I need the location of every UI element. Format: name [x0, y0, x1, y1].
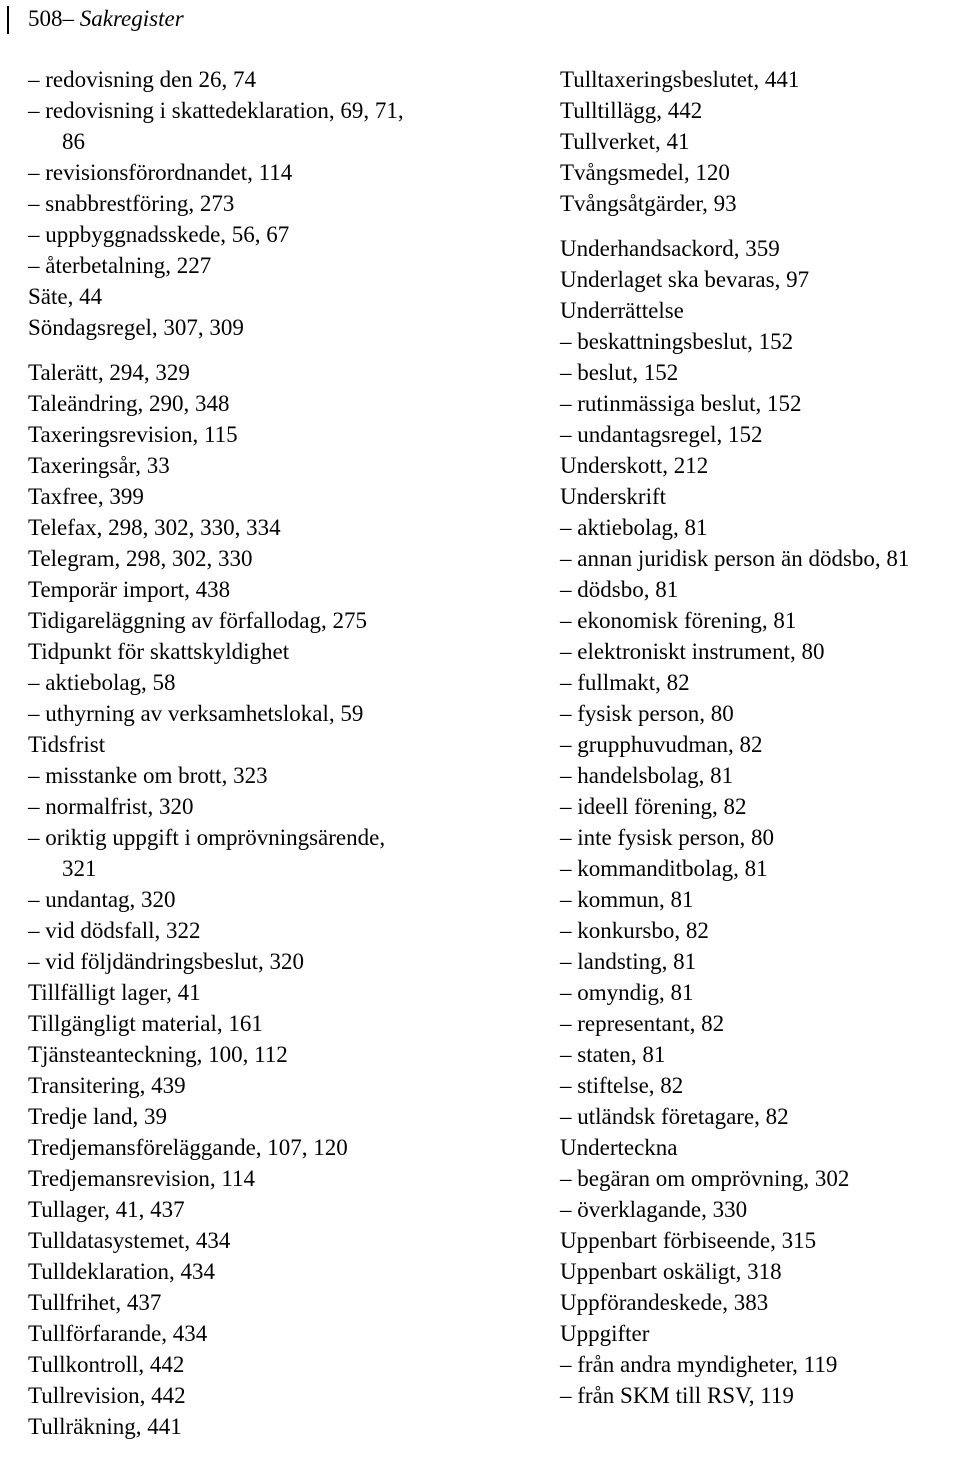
index-subentry: – normalfrist, 320	[28, 794, 194, 819]
index-entry: Underrättelse	[560, 298, 684, 323]
index-subentry: – uthyrning av verksamhetslokal, 59	[28, 701, 364, 726]
index-subentry: – utländsk företagare, 82	[560, 1104, 789, 1129]
index-subentry: – revisionsförordnandet, 114	[28, 160, 293, 185]
index-entry: Underteckna	[560, 1135, 678, 1160]
index-subentry: – återbetalning, 227	[28, 253, 212, 278]
index-subentry: – staten, 81	[560, 1042, 666, 1067]
index-entry: Tullförfarande, 434	[28, 1321, 208, 1346]
index-subentry: – fysisk person, 80	[560, 701, 734, 726]
index-entry: Underhandsackord, 359	[560, 236, 780, 261]
index-entry: Transitering, 439	[28, 1073, 186, 1098]
index-subentry: – dödsbo, 81	[560, 577, 679, 602]
header-rule	[7, 6, 9, 34]
index-entry: Telefax, 298, 302, 330, 334	[28, 515, 281, 540]
index-entry: Tredjemansföreläggande, 107, 120	[28, 1135, 348, 1160]
index-entry: Uppenbart oskäligt, 318	[560, 1259, 782, 1284]
index-entry: Tullrevision, 442	[28, 1383, 186, 1408]
index-entry: Tillgängligt material, 161	[28, 1011, 263, 1036]
running-head	[28, 5, 184, 33]
index-subentry: – redovisning i skattedeklaration, 69, 71,	[28, 98, 404, 123]
index-entry: Underskrift	[560, 484, 667, 509]
index-subentry: – undantag, 320	[28, 887, 176, 912]
index-entry: Tidsfrist	[28, 732, 106, 757]
index-entry: Telegram, 298, 302, 330	[28, 546, 253, 571]
index-subentry: – handelsbolag, 81	[560, 763, 734, 788]
index-entry: Tvångsåtgärder, 93	[560, 191, 737, 216]
index-entry: Uppenbart förbiseende, 315	[560, 1228, 817, 1253]
index-entry: Säte, 44	[28, 284, 103, 309]
index-subentry: – kommun, 81	[560, 887, 694, 912]
header-dash: –	[62, 6, 74, 31]
index-entry: Taleändring, 290, 348	[28, 391, 230, 416]
index-entry: Tjänsteanteckning, 100, 112	[28, 1042, 288, 1067]
index-continuation: 321	[62, 856, 97, 881]
page-header	[0, 0, 960, 40]
index-subentry: – oriktig uppgift i omprövningsärende,	[28, 825, 386, 850]
index-entry: Tullfrihet, 437	[28, 1290, 162, 1315]
index-subentry: – från SKM till RSV, 119	[560, 1383, 794, 1408]
index-entry: Talerätt, 294, 329	[28, 360, 190, 385]
index-subentry: – fullmakt, 82	[560, 670, 690, 695]
index-subentry: – inte fysisk person, 80	[560, 825, 775, 850]
index-subentry: – uppbyggnadsskede, 56, 67	[28, 222, 290, 247]
index-subentry: – ekonomisk förening, 81	[560, 608, 797, 633]
index-subentry: – redovisning den 26, 74	[28, 67, 257, 92]
index-subentry: – representant, 82	[560, 1011, 725, 1036]
index-entry: Söndagsregel, 307, 309	[28, 315, 244, 340]
index-subentry: – aktiebolag, 81	[560, 515, 708, 540]
index-subentry: – vid följdändringsbeslut, 320	[28, 949, 304, 974]
index-subentry: – beslut, 152	[560, 360, 679, 385]
index-subentry: – annan juridisk person än dödsbo, 81	[560, 546, 910, 571]
index-entry: Tillfälligt lager, 41	[28, 980, 201, 1005]
index-subentry: – landsting, 81	[560, 949, 697, 974]
header-title: Sakregister	[79, 6, 184, 31]
index-subentry: – från andra myndigheter, 119	[560, 1352, 838, 1377]
index-column-left	[28, 64, 548, 1442]
index-subentry: – snabbrestföring, 273	[28, 191, 235, 216]
index-subentry: – stiftelse, 82	[560, 1073, 684, 1098]
page-number: 508	[28, 6, 63, 31]
index-entry: Tullager, 41, 437	[28, 1197, 185, 1222]
index-entry: Uppgifter	[560, 1321, 650, 1346]
index-entry: Taxeringsrevision, 115	[28, 422, 238, 447]
index-entry: Tvångsmedel, 120	[560, 160, 730, 185]
index-entry: Tredje land, 39	[28, 1104, 168, 1129]
index-entry: Tidigareläggning av förfallodag, 275	[28, 608, 367, 633]
index-entry: Underskott, 212	[560, 453, 709, 478]
index-subentry: – omyndig, 81	[560, 980, 694, 1005]
index-entry: Temporär import, 438	[28, 577, 231, 602]
index-entry: Tulltaxeringsbeslutet, 441	[560, 67, 800, 92]
index-subentry: – aktiebolag, 58	[28, 670, 176, 695]
index-entry: Taxfree, 399	[28, 484, 144, 509]
index-subentry: – begäran om omprövning, 302	[560, 1166, 850, 1191]
index-entry: Tullkontroll, 442	[28, 1352, 185, 1377]
index-continuation: 86	[62, 129, 85, 154]
index-entry: Tulldatasystemet, 434	[28, 1228, 231, 1253]
index-subentry: – elektroniskt instrument, 80	[560, 639, 825, 664]
index-entry: Tulltillägg, 442	[560, 98, 703, 123]
index-subentry: – ideell förening, 82	[560, 794, 747, 819]
index-entry: Taxeringsår, 33	[28, 453, 170, 478]
index-entry: Tredjemansrevision, 114	[28, 1166, 256, 1191]
index-subentry: – beskattningsbeslut, 152	[560, 329, 794, 354]
index-entry: Tullräkning, 441	[28, 1414, 182, 1439]
index-column-right	[560, 64, 960, 1411]
index-subentry: – rutinmässiga beslut, 152	[560, 391, 802, 416]
index-entry: Tidpunkt för skattskyldighet	[28, 639, 290, 664]
index-subentry: – konkursbo, 82	[560, 918, 709, 943]
index-subentry: – kommanditbolag, 81	[560, 856, 768, 881]
index-entry: Uppförandeskede, 383	[560, 1290, 769, 1315]
index-subentry: – vid dödsfall, 322	[28, 918, 201, 943]
index-subentry: – grupphuvudman, 82	[560, 732, 763, 757]
index-subentry: – överklagande, 330	[560, 1197, 748, 1222]
index-subentry: – undantagsregel, 152	[560, 422, 763, 447]
index-entry: Underlaget ska bevaras, 97	[560, 267, 810, 292]
index-subentry: – misstanke om brott, 323	[28, 763, 268, 788]
index-entry: Tulldeklaration, 434	[28, 1259, 215, 1284]
index-entry: Tullverket, 41	[560, 129, 690, 154]
